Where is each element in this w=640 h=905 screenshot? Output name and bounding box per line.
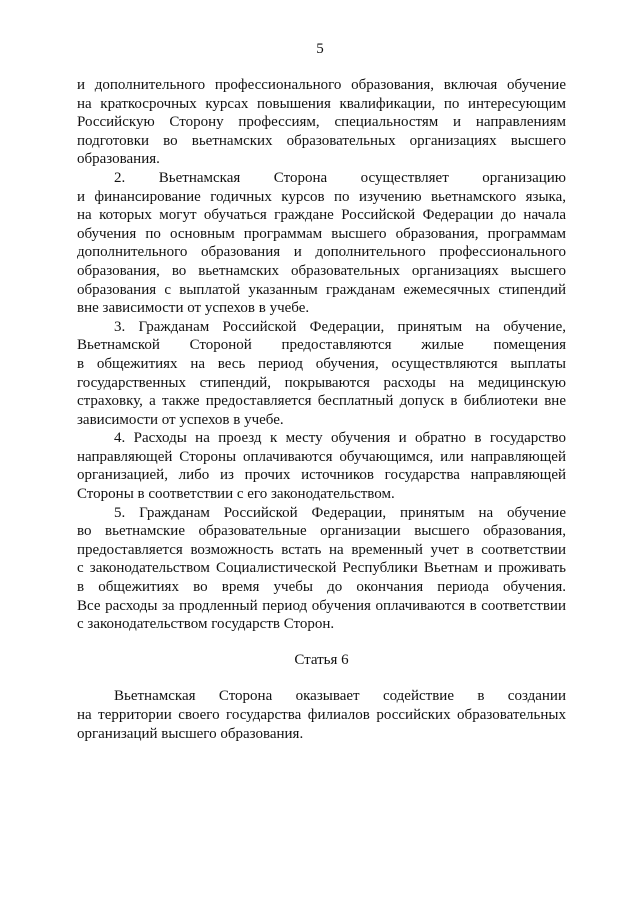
text-line: Российскую Сторону профессиям, специальностям и направлениям (77, 114, 566, 131)
text-line: Вьетнамская Сторона оказывает содействие в создании (114, 688, 566, 705)
text-line: с законодательством государств Сторон. (77, 616, 335, 633)
text-line: Стороны в соответствии с его законодательством. (77, 486, 395, 503)
text-line: на краткосрочных курсах повышения квалификации, по интересующим (77, 95, 566, 112)
text-line: с законодательством Социалистической Республики Вьетнам и проживать (77, 560, 566, 577)
text-line: 5. Гражданам Российской Федерации, принятым на обучение (114, 504, 566, 521)
text-line: предоставляется возможность встать на временный учет в соответствии (77, 541, 566, 558)
document-body (77, 76, 566, 743)
article-6-paragraph (77, 687, 566, 743)
text-line: государственных стипендий, покрываются расходы на медицинскую (77, 374, 566, 391)
text-line: и финансирование годичных курсов по изучению вьетнамского языка, (77, 188, 566, 205)
text-line: дополнительного образования и дополнительного профессионального (77, 244, 566, 261)
paragraph-5 (77, 504, 566, 634)
paragraph-3 (77, 318, 566, 430)
text-line: в общежитиях во время учебы до окончания периода обучения. (77, 579, 566, 596)
article-heading: Статья 6 (294, 651, 349, 668)
text-line: Вьетнамской Стороной предоставляются жилые помещения (77, 337, 566, 354)
text-line: подготовки во вьетнамских образовательных организациях высшего (77, 132, 566, 149)
text-line: в общежитиях на весь период обучения, осуществляются выплаты (77, 355, 566, 372)
text-line: вне зависимости от успехов в учебе. (77, 300, 310, 317)
text-line: Все расходы за продленный период обучения оплачиваются в соответствии (77, 597, 566, 614)
text-line: 2. Вьетнамская Сторона осуществляет организацию (114, 169, 566, 186)
text-line: и дополнительного профессионального образования, включая обучение (77, 77, 566, 93)
page-number: 5 (316, 41, 324, 57)
text-line: образования. (77, 151, 160, 168)
text-line: на территории своего государства филиалов российских образовательных (77, 707, 566, 723)
text-line: 4. Расходы на проезд к месту обучения и обратно в государство (114, 430, 566, 447)
text-line: страховку, а также предоставляется бесплатный допуск в библиотеки вне (77, 393, 566, 410)
paragraph-2 (77, 169, 566, 318)
text-line: во вьетнамские образовательные организации высшего образования, (77, 523, 566, 540)
text-line: организаций высшего образования. (77, 725, 304, 742)
paragraph-4 (77, 429, 566, 503)
text-line: организацией, либо из прочих источников государства направляющей (77, 467, 566, 484)
text-line: на которых могут обучаться граждане Российской Федерации до начала (77, 207, 566, 224)
text-line: образования с выплатой указанным гражданам ежемесячных стипендий (77, 281, 566, 298)
text-line: обучения по основным программам высшего образования, программам (77, 225, 566, 242)
text-line: образования, во вьетнамских образовательных организациях высшего (77, 262, 566, 279)
text-line: зависимости от успехов в учебе. (77, 411, 284, 428)
paragraph-continuation (77, 76, 566, 169)
text-line: 3. Гражданам Российской Федерации, принятым на обучение, (114, 318, 566, 335)
text-line: направляющей Стороны оплачиваются обучающимся, или направляющей (77, 448, 566, 465)
